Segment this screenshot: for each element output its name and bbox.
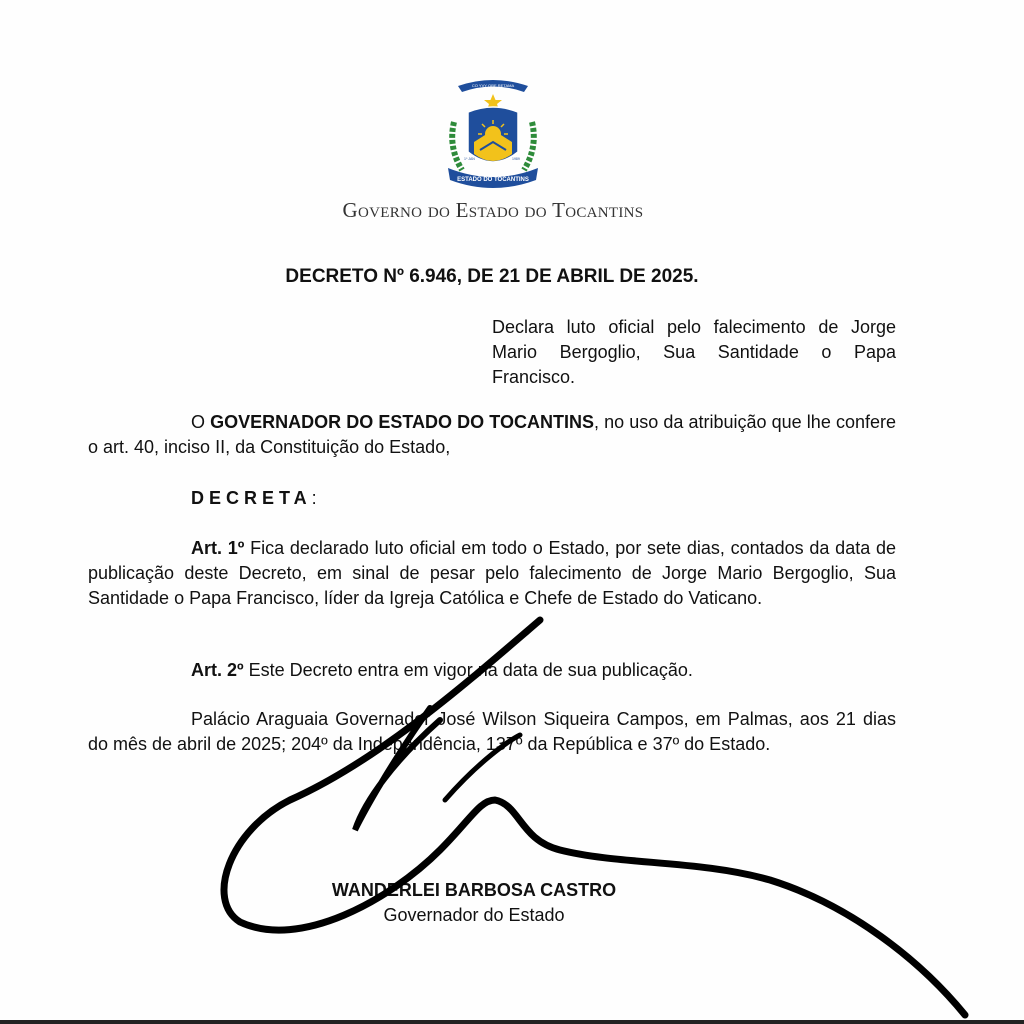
closing-text: Palácio Araguaia Governador José Wilson Siqueira Campos, em Palmas, aos 21 dias do mês de abril de 2025; 204º da Independência, 137º da República e 37º do Estado. — [88, 709, 896, 754]
tocantins-coat-of-arms — [440, 72, 546, 196]
preamble-governor: GOVERNADOR DO ESTADO DO TOCANTINS — [210, 412, 594, 432]
svg-text:ESTADO DO TOCANTINS: ESTADO DO TOCANTINS — [457, 177, 529, 183]
article-2-text: Este Decreto entra em vigor na data de sua publicação. — [243, 660, 693, 680]
decree-ementa: Declara luto oficial pelo falecimento de Jorge Mario Bergoglio, Sua Santidade o Papa Francisco. — [492, 317, 896, 387]
bottom-divider — [0, 1020, 1024, 1024]
decree-title: DECRETO Nº 6.946, DE 21 DE ABRIL DE 2025. — [285, 266, 699, 287]
svg-text:1º JAN: 1º JAN — [464, 157, 475, 161]
svg-text:1989: 1989 — [512, 157, 520, 161]
signatory-role: Governador do Estado — [383, 905, 565, 925]
article-1-text: Fica declarado luto oficial em todo o Estado, por sete dias, contados da data de publicação deste Decreto, em sinal de pesar pelo falecimento de Jorge Mario Bergoglio, Sua Santidade o Papa Francisco, líder da Igreja Católica e Chefe de Estado do Vaticano. — [88, 538, 896, 608]
signatory-name: WANDERLEI BARBOSA CASTRO — [331, 880, 617, 900]
decreta-word: DECRETA — [191, 488, 312, 508]
svg-text:CO YVY ORE RETAMA: CO YVY ORE RETAMA — [471, 83, 515, 88]
government-name: Governo do Estado do Tocantins — [342, 198, 644, 222]
preamble-rest: , no uso da atribuição que lhe confere o art. 40, inciso II, da Constituição do Estado, — [88, 412, 896, 457]
article-2 — [88, 658, 896, 683]
article-2-label: Art. 2º — [191, 660, 244, 680]
closing-paragraph — [88, 707, 896, 757]
decreta-colon: : — [311, 488, 317, 508]
article-1 — [88, 536, 896, 611]
preamble-prefix: O — [191, 412, 211, 432]
article-1-label: Art. 1º — [191, 538, 245, 558]
decreta-heading — [191, 488, 317, 509]
preamble-paragraph — [88, 410, 896, 460]
